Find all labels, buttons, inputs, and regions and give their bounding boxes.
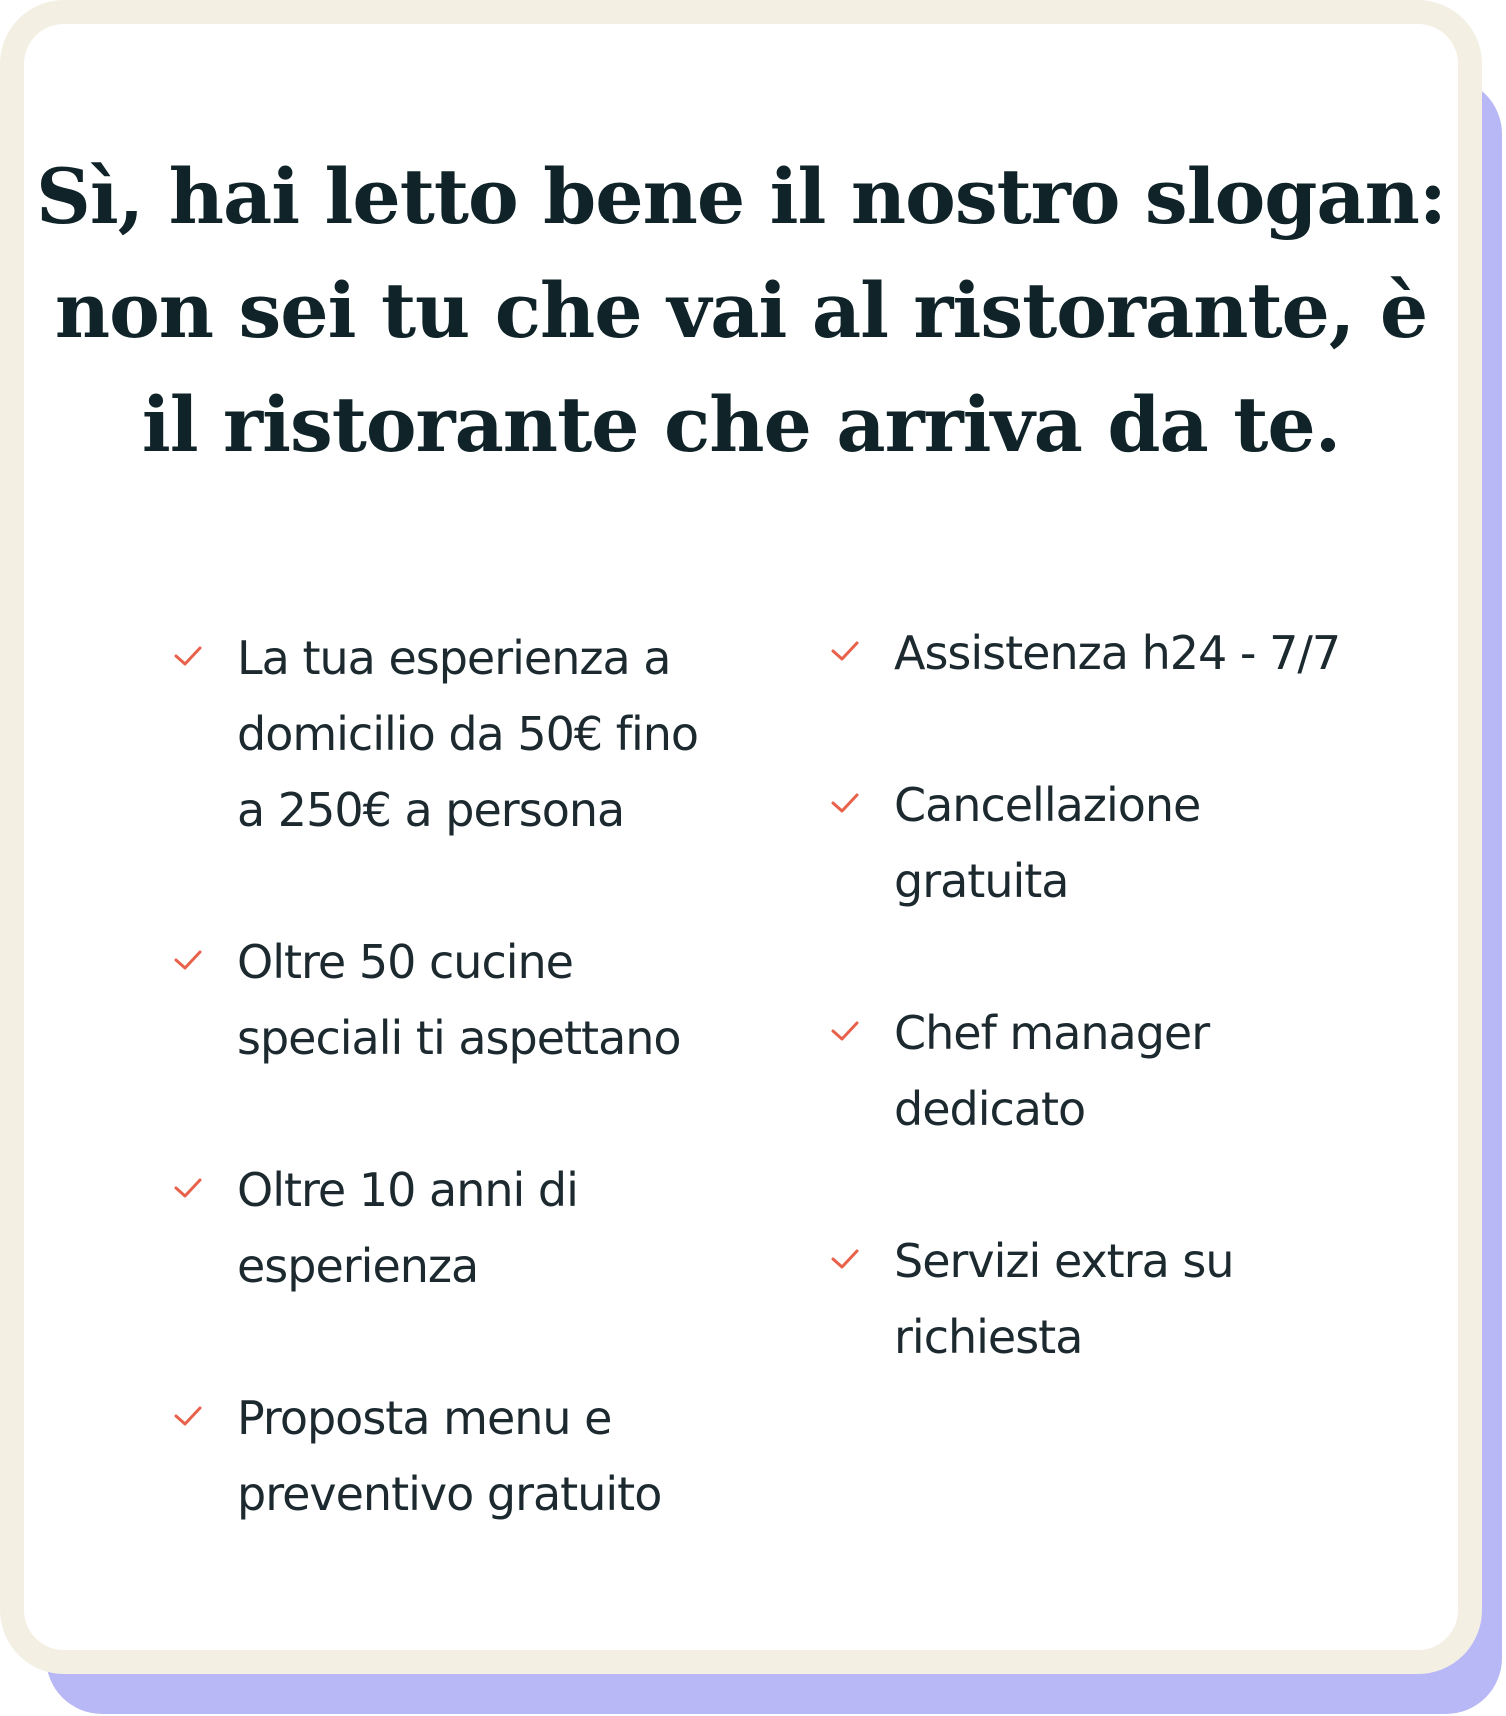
check-icon [172, 1402, 204, 1430]
feature-text: Chef manager dedicato [894, 1006, 1210, 1136]
feature-text: Oltre 50 cucine speciali ti aspettano [237, 935, 681, 1065]
headline-line-2: non sei tu che vai al ristorante, è [54, 266, 1428, 355]
check-icon [829, 789, 861, 817]
feature-text: Cancellazione gratuita [894, 778, 1201, 908]
feature-item [829, 1223, 1314, 1375]
check-icon [172, 946, 204, 974]
feature-item [829, 615, 1454, 691]
check-icon [829, 637, 861, 665]
check-icon [829, 1245, 861, 1273]
feature-text: Proposta menu e preventivo gratuito [237, 1391, 662, 1521]
feature-item [172, 1380, 737, 1532]
check-icon [829, 1017, 861, 1045]
feature-text: La tua esperienza a domicilio da 50€ fino a 250€ a persona [237, 631, 699, 837]
feature-item [172, 924, 747, 1076]
feature-text: Assistenza h24 - 7/7 [894, 626, 1341, 680]
feature-text: Servizi extra su richiesta [894, 1234, 1234, 1364]
headline-line-3: il ristorante che arriva da te. [141, 380, 1341, 469]
features-right-column [829, 615, 1389, 1451]
features-left-column [172, 620, 732, 1608]
check-icon [172, 642, 204, 670]
feature-item [172, 1152, 677, 1304]
feature-item [172, 620, 737, 848]
feature-text: Oltre 10 anni di esperienza [237, 1163, 578, 1293]
headline [0, 140, 1482, 482]
check-icon [172, 1174, 204, 1202]
headline-line-1: Sì, hai letto bene il nostro slogan: [36, 152, 1446, 241]
feature-item [829, 767, 1314, 919]
feature-item [829, 995, 1314, 1147]
